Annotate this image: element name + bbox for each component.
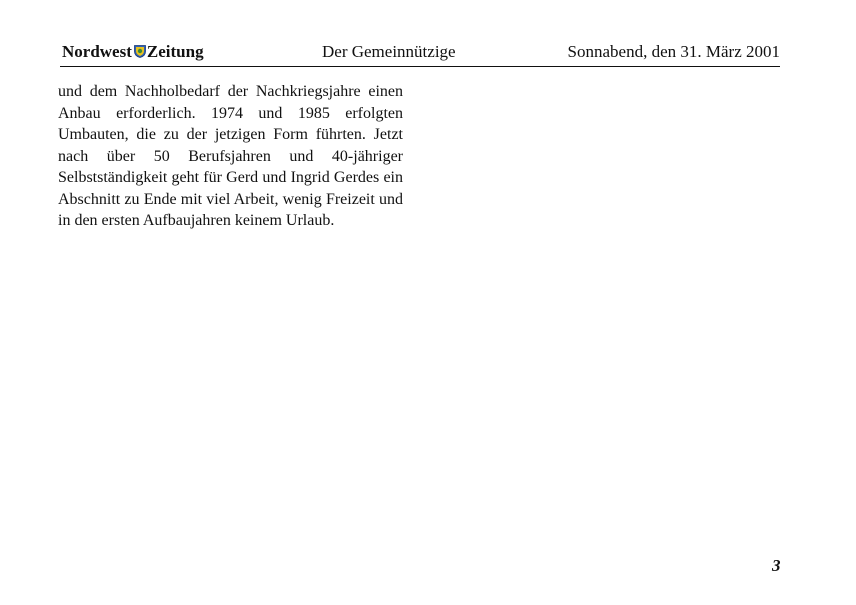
page-header (60, 42, 780, 67)
issue-date: Sonnabend, den 31. März 2001 (567, 42, 780, 61)
masthead-right-text: Zeitung (146, 42, 204, 61)
newspaper-masthead (62, 42, 204, 62)
page-number: 3 (772, 556, 781, 575)
newspaper-crest-icon (134, 43, 146, 56)
masthead-left-text: Nordwest (62, 42, 132, 61)
section-title: Der Gemeinnützige (322, 42, 456, 61)
article-column (58, 81, 403, 232)
article-paragraph: und dem Nachholbedarf der Nachkriegsjahre einen Anbau erforderlich. 1974 und 1985 erfolgten Umbauten, die zu der jetzigen Form führten. Jetzt nach über 50 Berufsjahren und 40-jähriger Selbstständigkeit geht für Gerd und Ingrid Gerdes ein Abschnitt zu Ende mit viel Arbeit, wenig Freizeit und in den ersten Aufbaujahren keinem Urlaub. (58, 83, 403, 229)
